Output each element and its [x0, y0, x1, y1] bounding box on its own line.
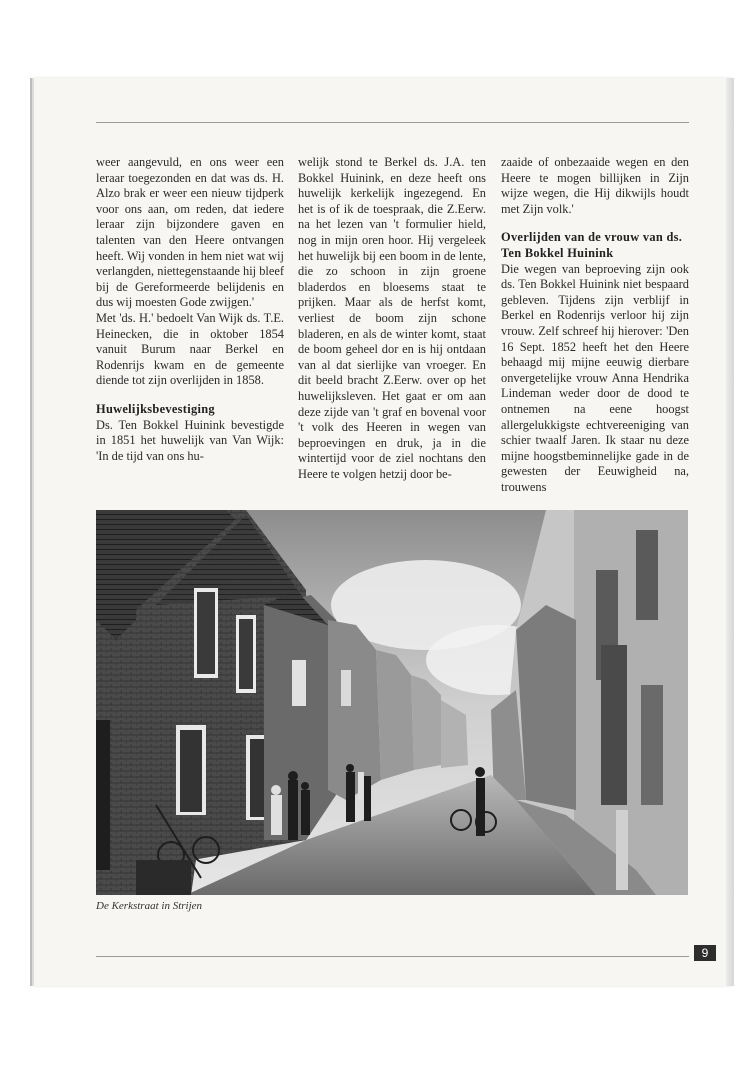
- text-column-3: [501, 155, 689, 495]
- col1-paragraph-2: Met 'ds. H.' bedoelt Van Wijk ds. T.E. Heinecken, die in oktober 1854 vanuit Burum naar Berkel en Rodenrijs kwam en de gemeente diende tot zijn overlijden in 1858.: [96, 310, 284, 388]
- col1-paragraph-1: weer aangevuld, en ons weer een leraar toegezonden en dat was ds. H. Alzo brak er weer een nieuw tijdperk voor ons aan, om reden, dat iedere leraar zijn bijzondere gaven en talenten van den Heere ontvangen heeft. Wij vonden in hem niet wat wij verlangden, niettegenstaande hij bleef bij de Gereformeerde belijdenis en dus wij moesten Gode zwijgen.': [96, 155, 284, 310]
- street-photo-illustration: [96, 510, 688, 895]
- col1-heading: Huwelijksbevestiging: [96, 401, 215, 416]
- photo-caption: De Kerkstraat in Strijen: [96, 900, 203, 912]
- bottom-rule: [96, 956, 689, 957]
- text-column-2: [298, 155, 486, 482]
- text-column-1: [96, 155, 284, 464]
- col3-paragraph-1: zaaide of onbezaaide wegen en den Heere te mogen billijken in Zijn wijze wegen, die Hij dikwijls houdt met Zijn volk.': [501, 155, 689, 216]
- col2-paragraph-1: welijk stond te Berkel ds. J.A. ten Bokkel Huinink, en deze heeft ons huwelijk kerkelijk ingezegend. En het is of ik de toespraak, die Z.Eerw. na het lezen van 't formulier hield, nog in mijn oren hoor. Hij vergeleek het huwelijk bij een boom in de lente, die zo schoon in zijn groene bladerdos en bloesems staat te prijken. Maar als de herfst komt, verliest de boom zijn schone bladeren, en als de winter komt, staat de boom geheel dor en is hij ontdaan van al dat sierlijke van vroeger. En dit beeld bracht Z.Eerw. over op het huwelijksleven. Het gaat er om aan deze zijde van 't graf en bovenal voor 't volk des Heeren in wegen van beproevingen en druk, ja in die wintertijd voor de ziel nochtans den Heere te volgen hetzij door be-: [298, 155, 486, 481]
- page-number: 9: [694, 945, 716, 961]
- street-photograph: [96, 510, 688, 895]
- top-rule: [96, 122, 689, 123]
- page-stack-edge: [726, 78, 734, 986]
- col3-paragraph-2: Die wegen van beproeving zijn ook ds. Ten Bokkel Huinink niet bespaard gebleven. Tijdens zijn verblijf in Berkel en Rodenrijs verloor hij zijn vrouw. Zelf schreef hij hierover: 'Den 16 Sept. 1852 heeft het den Heere behaagd mij mijne eeuwig dierbare onvergetelijke vrouw Anna Hendrika Lindeman weder door de dood te ontnemen na eene hoogst allergelukkigste echtvereeniging van schier twaalf Jaren. Ik staar nu deze mijne hoogstbeminnelijke gade in de gewesten der Eeuwigheid na, trouwens: [501, 261, 689, 494]
- col1-paragraph-3: Ds. Ten Bokkel Huinink bevestigde in 1851 het huwelijk van Van Wijk: 'In de tijd van ons hu-: [96, 417, 284, 463]
- col3-heading: Overlijden van de vrouw van ds. Ten Bokkel Huinink: [501, 230, 683, 260]
